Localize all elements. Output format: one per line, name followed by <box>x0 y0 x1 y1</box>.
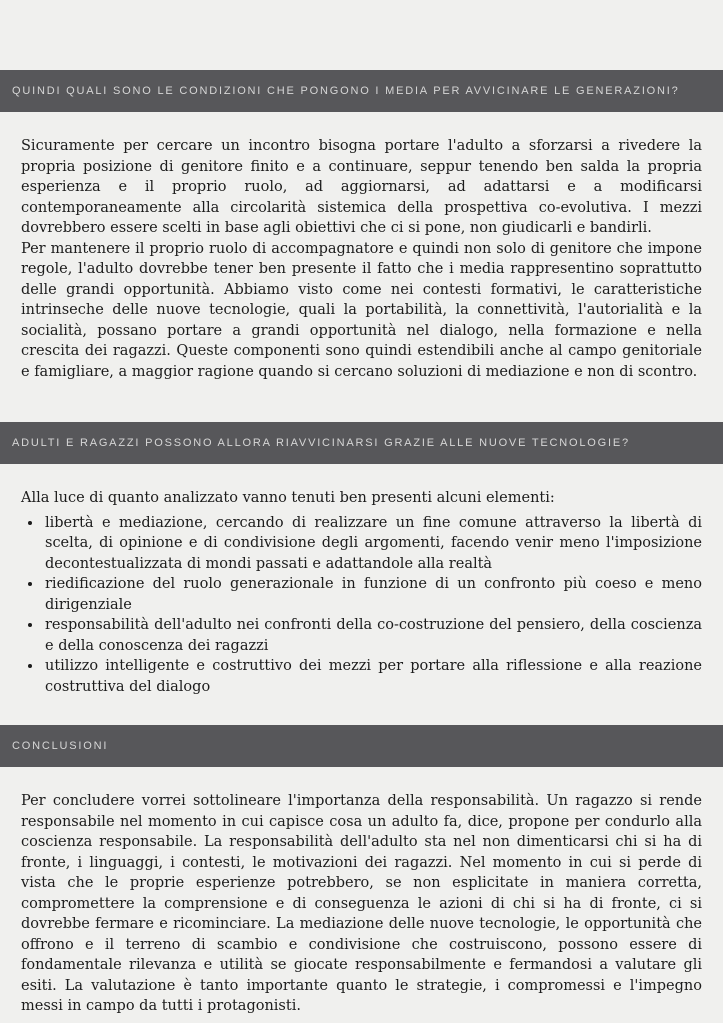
list-item: • responsabilità dell'adulto nei confronti della co-costruzione del pensiero, della coscienza e della conoscenza dei ragazzi <box>43 615 702 656</box>
list-item: • riedificazione del ruolo generazionale in funzione di un confronto più coeso e meno dirigenziale <box>43 574 702 615</box>
section-header-title: QUINDI QUALI SONO LE CONDIZIONI CHE PONGONO I MEDIA PER AVVICINARE LE GENERAZIONI? <box>12 85 680 97</box>
section-header-title: CONCLUSIONI <box>12 740 109 752</box>
elements-bullet-list <box>21 513 702 698</box>
section-header-title: ADULTI E RAGAZZI POSSONO ALLORA RIAVVICINARSI GRAZIE ALLE NUOVE TECNOLOGIE? <box>12 437 630 449</box>
section-body-new-technologies <box>0 464 723 725</box>
section-body-media-conditions <box>0 112 723 422</box>
list-item: • utilizzo intelligente e costruttivo dei mezzi per portare alla riflessione e alla reazione costruttiva del dialogo <box>43 656 702 697</box>
list-intro-paragraph: Alla luce di quanto analizzato vanno tenuti ben presenti alcuni elementi: <box>21 490 555 506</box>
section-header-bar-media-conditions <box>0 70 723 112</box>
section-body-conclusions <box>0 767 723 1023</box>
paragraph: Per concludere vorrei sottolineare l'importanza della responsabilità. Un ragazzo si rende responsabile nel momento in cui capisce cosa un adulto fa, dice, propone per condurlo alla coscienza responsabile. La responsabilità dell'adulto sta nel non dimenticarsi chi si ha di fronte, i linguaggi, i contesti, le motivazioni dei ragazzi. Nel momento in cui si perde di vista che le proprie esperienze potrebbero, se non esplicitate in maniera corretta, compromettere la comprensione e di conseguenza le azioni di chi si ha di fronte, ci si dovrebbe fermare e ricominciare. La mediazione delle nuove tecnologie, le opportunità che offrono e il terreno di scambio e condivisione che costruiscono, possono essere di fondamentale rilevanza e utilità se giocate responsabilmente e fermandosi a valutare gli esiti. La valutazione è tanto importante quanto le strategie, i compromessi e l'impegno messi in campo da tutti i protagonisti. <box>21 793 702 1014</box>
paragraph: Per mantenere il proprio ruolo di accompagnatore e quindi non solo di genitore che impone regole, l'adulto dovrebbe tener ben presente il fatto che i media rappresentino soprattutto delle grandi opportunità. Abbiamo visto come nei contesti formativi, le caratteristiche intrinseche delle nuove tecnologie, quali la portabilità, la connettività, l'autorialità e la socialità, possano portare a grandi opportunità nel dialogo, nella formazione e nella crescita dei ragazzi. Queste componenti sono quindi estendibili anche al campo genitoriale e famigliare, a maggior ragione quando si cercano soluzioni di mediazione e non di scontro. <box>21 240 702 380</box>
list-item: • libertà e mediazione, cercando di realizzare un fine comune attraverso la libertà di scelta, di opinione e di condivisione degli argomenti, facendo venir meno l'imposizione decontestualizzata di mondi passati e adattandole alla realtà <box>43 513 702 575</box>
paragraph: Sicuramente per cercare un incontro bisogna portare l'adulto a sforzarsi a rivedere la propria posizione di genitore finito e a continuare, seppur tenendo ben salda la propria esperienza e il proprio ruolo, ad aggiornarsi, ad adattarsi e a modificarsi contemporaneamente alla circolarità sistemica della prospettiva co-evolutiva. I mezzi dovrebbero essere scelti in base agli obiettivi che ci si pone, non giudicarli e bandirli. <box>21 138 702 236</box>
section-header-bar-conclusions <box>0 725 723 767</box>
section-header-bar-new-technologies <box>0 422 723 464</box>
